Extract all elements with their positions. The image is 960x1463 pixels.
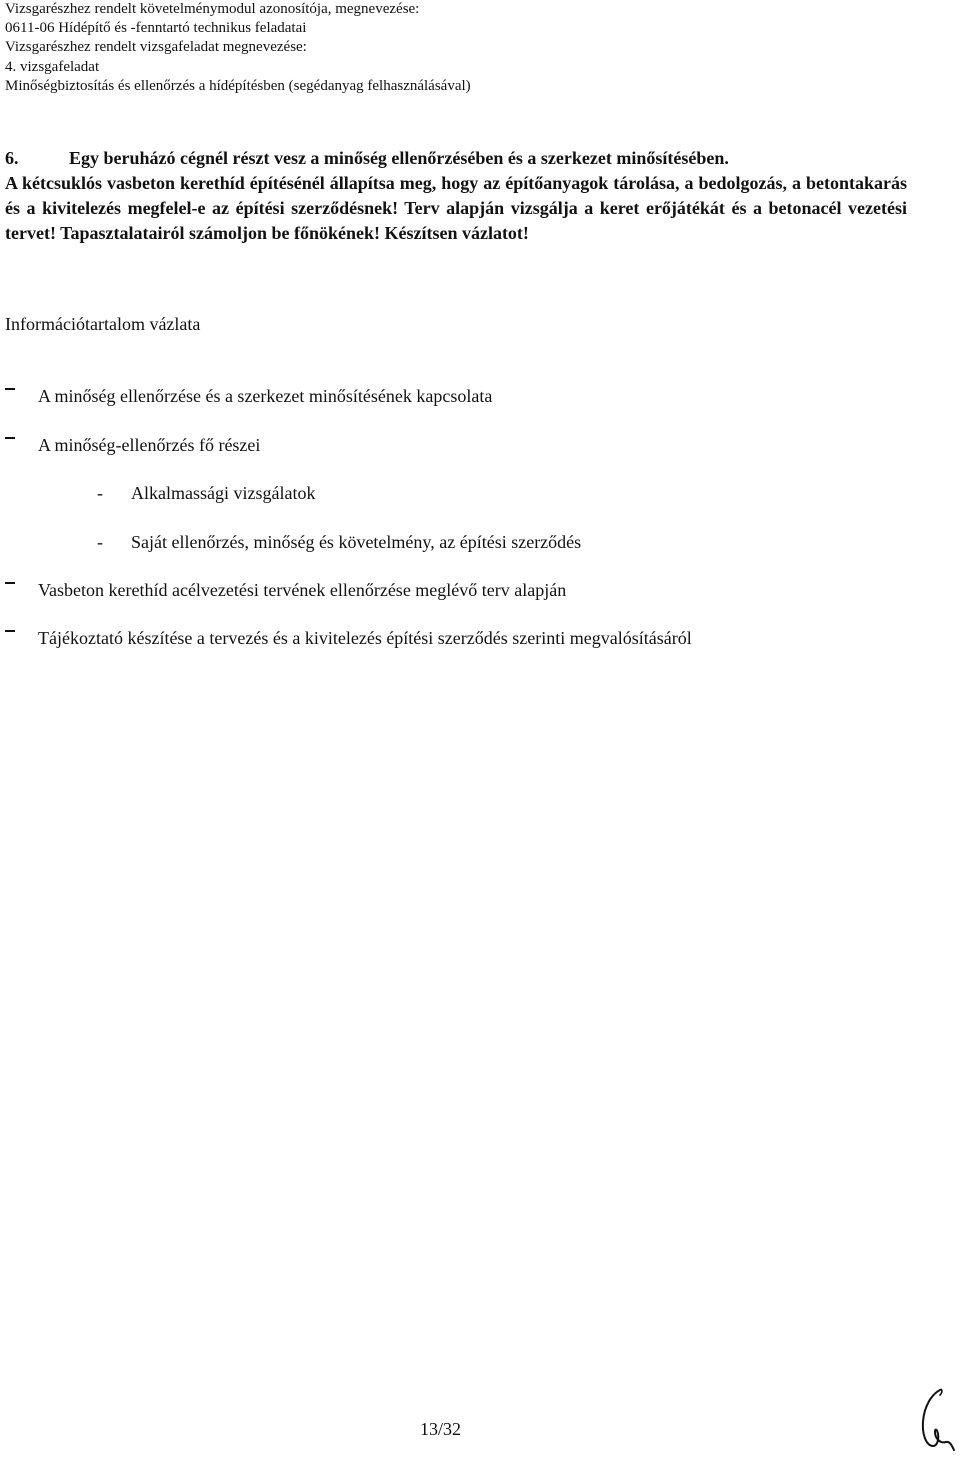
header-module-label: Vizsgarészhez rendelt követelménymodul azonosítója, megnevezése: (5, 1, 420, 17)
header-task-name: Minőségbiztosítás és ellenőrzés a hídépítésben (segédanyag felhasználásával) (5, 77, 471, 94)
header-module-name: 0611-06 Hídépítő és -fenntartó technikus feladatai (5, 20, 307, 37)
task-body: A kétcsuklós vasbeton kerethíd építésénél állapítsa meg, hogy az építőanyagok tárolása, a bedolgozás, a betontakarás és a kivitelezés megfelel-e az építési szerződésnek! Terv alapján vizsgálja a keret erőjátékát és a betonacél vezetési tervet! Tapasztalatairól számoljon be főnökének! Készítsen vázlatot! (5, 173, 907, 243)
outline-sub-item-text: Saját ellenőrzés, minőség és követelmény, az építési szerződés (131, 532, 582, 552)
outline-item-text: A minőség-ellenőrzés fő részei (38, 435, 261, 455)
outline-heading: Információtartalom vázlata (5, 314, 201, 334)
header-task-number: 4. vizsgafeladat (5, 58, 100, 75)
dash-bullet-icon (5, 582, 15, 584)
outline-item-text: Vasbeton kerethíd acélvezetési tervének ellenőrzése meglévő terv alapján (38, 580, 567, 600)
task-title: Egy beruházó cégnél részt vesz a minőség ellenőrzésében és a szerkezet minősítésében. (69, 148, 729, 168)
outline-item (5, 578, 905, 600)
outline-item (5, 384, 905, 406)
header-task-label: Vizsgarészhez rendelt vizsgafeladat megnevezése: (5, 39, 307, 56)
outline-item (5, 433, 905, 455)
document-header (5, 0, 945, 96)
outline-item-text: Tájékoztató készítése a tervezés és a kivitelezés építési szerződés szerinti megvalósításáról (38, 628, 692, 648)
task-block (5, 146, 907, 246)
outline-item-text: A minőség ellenőrzése és a szerkezet minősítésének kapcsolata (38, 386, 493, 406)
dash-bullet-icon (5, 630, 15, 632)
dash-bullet-icon (5, 388, 15, 390)
outline-sub-item-text: Alkalmassági vizsgálatok (131, 483, 316, 503)
task-number: 6. (5, 148, 19, 168)
dash-bullet-icon (5, 437, 15, 439)
outline-item (5, 626, 925, 648)
hyphen-bullet: - (97, 532, 103, 552)
handwritten-signature-icon (918, 1384, 958, 1460)
hyphen-bullet: - (97, 483, 103, 503)
page-number: 13/32 (420, 1419, 462, 1439)
task-title-line (5, 146, 907, 171)
